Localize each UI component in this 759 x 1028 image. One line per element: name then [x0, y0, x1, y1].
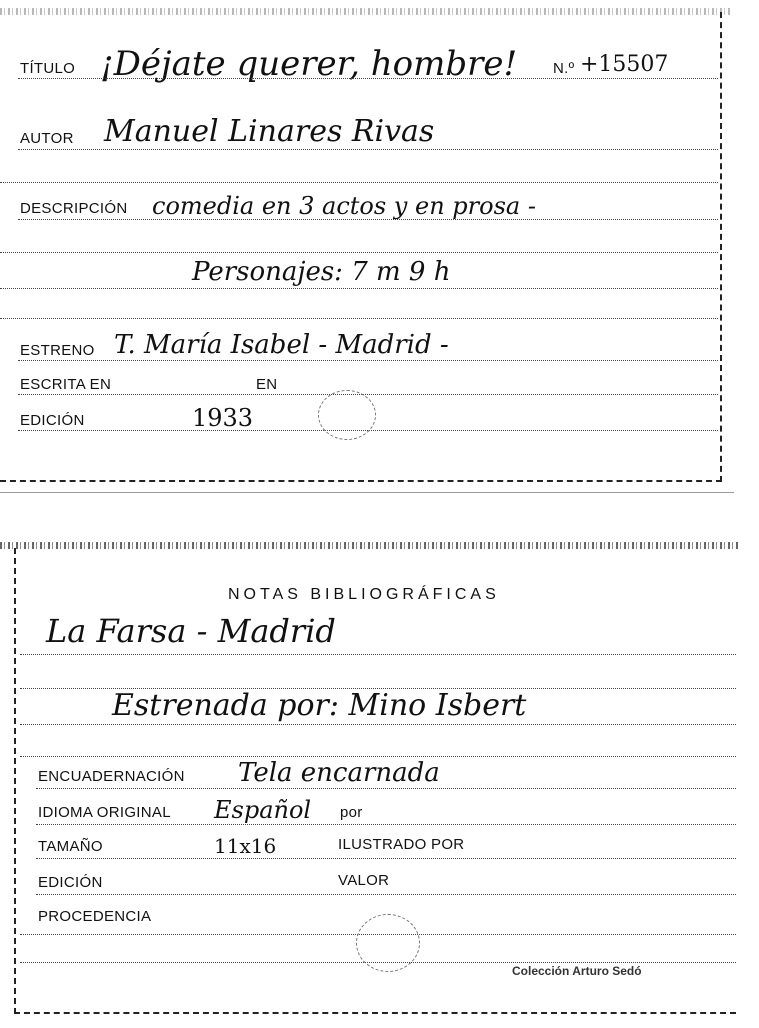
ruled-line — [0, 252, 718, 253]
edicion-label-back: EDICIÓN — [38, 874, 103, 891]
card-divider — [0, 492, 734, 493]
autor-value: Manuel Linares Rivas — [104, 114, 435, 149]
ilustrado-label: ILUSTRADO POR — [338, 836, 465, 853]
autor-label: AUTOR — [20, 130, 74, 147]
ruled-line — [0, 182, 718, 183]
ruled-line — [0, 318, 718, 319]
faint-stamp — [318, 390, 376, 440]
ruled-line — [20, 756, 736, 757]
edicion-value: 1933 — [192, 404, 254, 432]
valor-label: VALOR — [338, 872, 390, 889]
en-label: EN — [256, 376, 278, 393]
nota-line-1: La Farsa - Madrid — [46, 612, 336, 650]
personajes-value: Personajes: 7 m 9 h — [192, 257, 451, 287]
tamano-value: 11x16 — [214, 834, 277, 858]
titulo-label: TÍTULO — [20, 60, 76, 77]
edicion-label: EDICIÓN — [20, 412, 85, 429]
ruled-line — [36, 824, 736, 825]
notas-heading: NOTAS BIBLIOGRÁFICAS — [228, 586, 500, 603]
numero-label: N.º — [553, 60, 575, 77]
coleccion-footer: Colección Arturo Sedó — [512, 964, 642, 978]
idioma-value: Español — [214, 796, 312, 824]
procedencia-label: PROCEDENCIA — [38, 908, 152, 925]
ruled-line — [36, 894, 736, 895]
ruled-line — [20, 962, 736, 963]
encuadernacion-value: Tela encarnada — [238, 758, 440, 788]
ruled-line — [36, 788, 736, 789]
catalog-card-front — [0, 12, 722, 482]
ruled-line — [20, 724, 736, 725]
descripcion-value: comedia en 3 actos y en prosa - — [152, 192, 536, 220]
ruled-line — [18, 360, 718, 361]
por-label: por — [340, 804, 363, 821]
estreno-value: T. María Isabel - Madrid - — [114, 330, 449, 360]
encuadernacion-label: ENCUADERNACIÓN — [38, 768, 185, 785]
ruled-line — [0, 288, 718, 289]
nota-line-2: Estrenada por: Mino Isbert — [112, 688, 527, 723]
catalog-card-back — [14, 548, 736, 1014]
ruled-line — [20, 654, 736, 655]
idioma-label: IDIOMA ORIGINAL — [38, 804, 171, 821]
ruled-line — [18, 149, 718, 150]
descripcion-label: DESCRIPCIÓN — [20, 200, 128, 217]
ruled-line — [36, 858, 736, 859]
titulo-value: ¡Déjate querer, hombre! — [100, 44, 518, 84]
ruled-line — [18, 219, 718, 220]
estreno-label: ESTRENO — [20, 342, 95, 359]
ruled-line — [18, 394, 718, 395]
ruled-line — [18, 78, 718, 79]
faint-stamp — [356, 914, 420, 972]
tamano-label: TAMAÑO — [38, 838, 103, 855]
escrita-en-label: ESCRITA EN — [20, 376, 112, 393]
numero-value: +15507 — [580, 52, 669, 77]
